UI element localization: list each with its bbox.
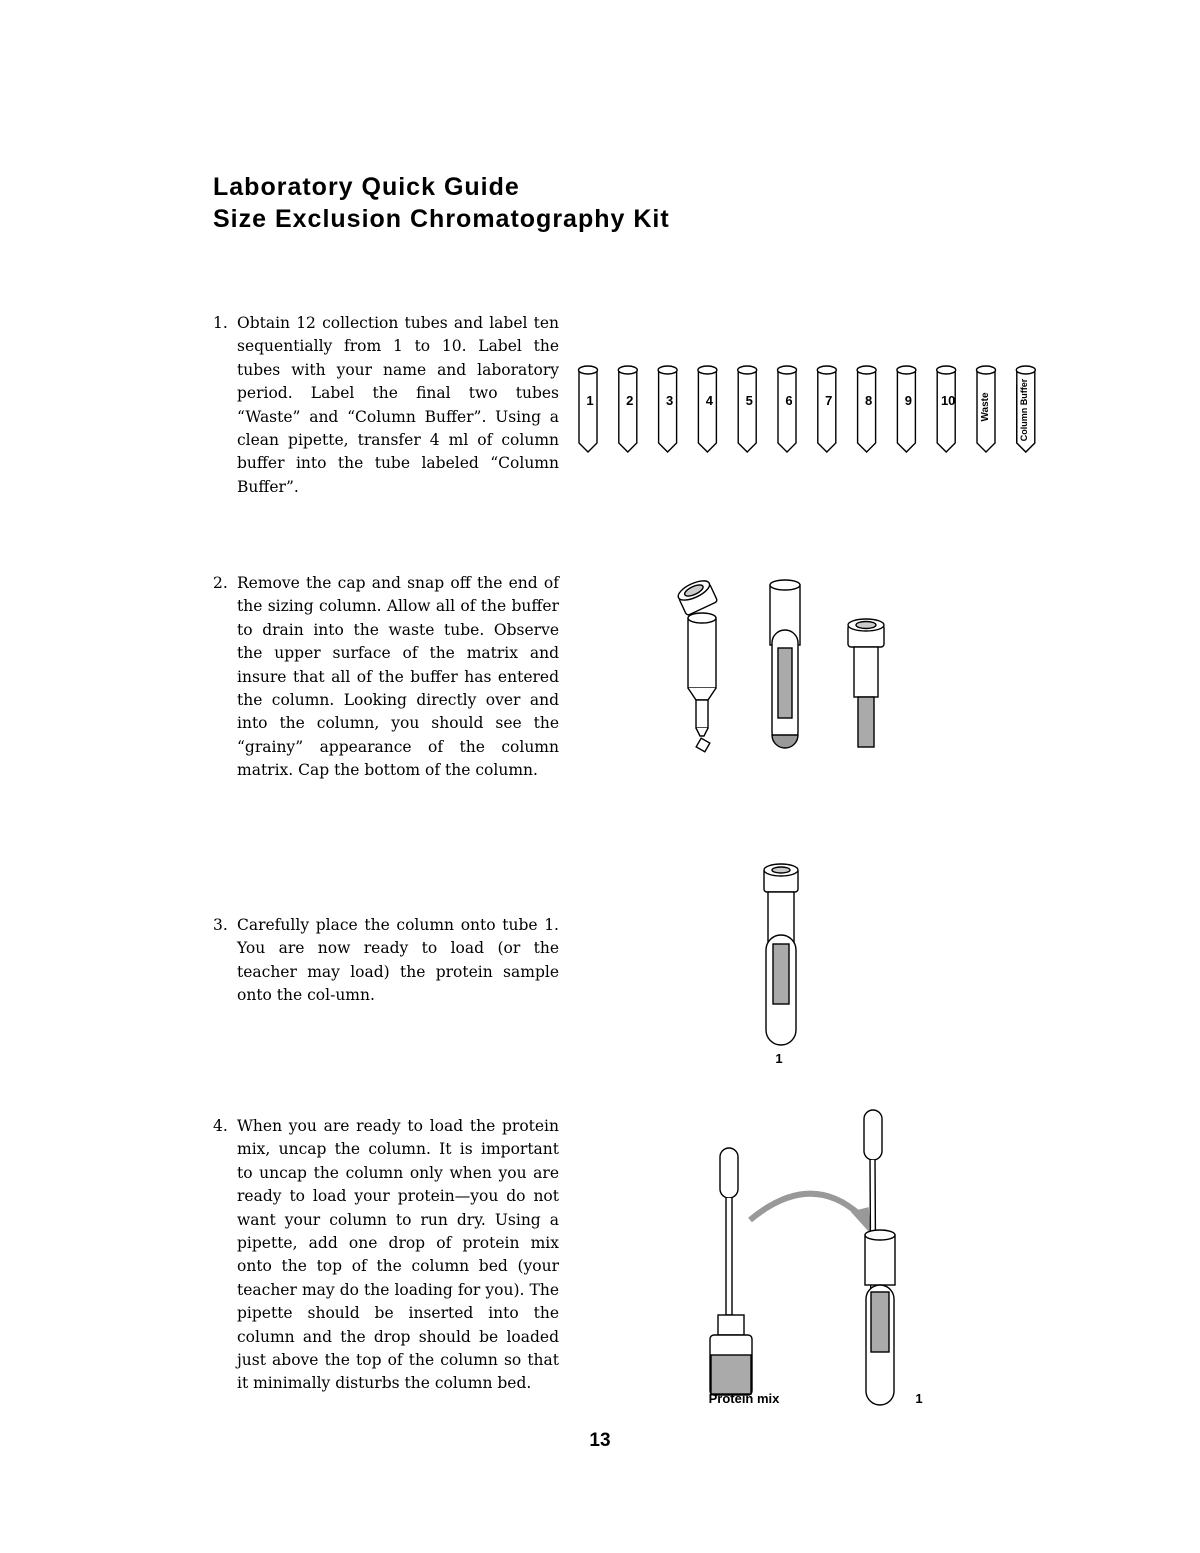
capped-column-icon — [848, 619, 884, 747]
step-text: Obtain 12 collection tubes and label ten sequentially from 1 to 10. Label the tubes with your name and laboratory period. Label the final two tubes “Waste” and “Column Buffer”. Using a clean pipette, transfer 4 ml of column buffer into the tube labeled “Column Buffer”. — [237, 314, 559, 496]
curved-arrow-icon — [750, 1194, 860, 1220]
tube-label: 6 — [785, 393, 793, 408]
tube-label: 4 — [705, 393, 714, 408]
figure-column-preparation — [660, 570, 900, 770]
page-title-line1: Laboratory Quick Guide — [213, 173, 520, 201]
figure-loading-protein — [690, 1100, 940, 1410]
step-2 — [213, 572, 559, 783]
page-number: 13 — [589, 1430, 611, 1451]
pipette-in-column-icon — [864, 1110, 895, 1405]
tube-label: 5 — [745, 393, 753, 408]
collection-tube-icon — [579, 366, 598, 452]
collection-tube-icon — [897, 366, 916, 452]
tube-label: 1 — [915, 1391, 923, 1406]
collection-tube-icon — [618, 366, 637, 452]
step-number: 3. — [213, 916, 228, 934]
figure-collection-tubes — [570, 355, 1050, 465]
sizing-column-icon — [688, 613, 716, 752]
step-text: Carefully place the column onto tube 1. You are now ready to load (or the teacher may load) the protein sample onto the col-umn. — [237, 916, 559, 1005]
tube-label: 9 — [904, 393, 913, 408]
step-1 — [213, 312, 559, 499]
tube-label: 8 — [864, 393, 873, 408]
step-number: 2. — [213, 574, 228, 592]
tube-label-waste: Waste — [980, 392, 991, 422]
column-cap-icon — [676, 577, 718, 616]
step-4 — [213, 1115, 559, 1396]
figure-column-on-tube — [740, 860, 820, 1070]
collection-tube-icon — [738, 366, 757, 452]
step-text: Remove the cap and snap off the end of the sizing column. Allow all of the buffer to drain into the waste tube. Observe the upper surface of the matrix and insure that all of the buffer has entered the column. Looking directly over and into the column, you should see the “grainy” appearance of the column matrix. Cap the bottom of the column. — [237, 574, 559, 780]
step-number: 4. — [213, 1117, 228, 1135]
tube-label: 7 — [825, 393, 833, 408]
collection-tube-icon — [857, 366, 876, 452]
protein-mix-vial-icon — [710, 1315, 752, 1395]
column-in-waste-tube-icon — [770, 580, 800, 748]
tube-label: 3 — [665, 393, 674, 408]
protein-mix-label: Protein mix — [708, 1391, 780, 1406]
tube-label: 10 — [940, 393, 956, 408]
step-text: When you are ready to load the protein mix, uncap the column. It is important to uncap the column only when you are ready to load your protein—you do not want your column to run dry. Using a pipette, add one drop of protein mix onto the top of the column bed (your teacher may do the loading for you). The pipette should be inserted into the column and the drop should be loaded just above the top of the column so that it minimally disturbs the column bed. — [237, 1117, 559, 1393]
collection-tube-icon — [658, 366, 677, 452]
step-3 — [213, 914, 559, 1008]
page-title-line2: Size Exclusion Chromatography Kit — [213, 205, 670, 233]
step-number: 1. — [213, 314, 228, 332]
collection-tube-icon — [937, 366, 956, 452]
tube-label: 2 — [626, 393, 634, 408]
collection-tube-icon — [817, 366, 836, 452]
tube-label: 1 — [586, 393, 594, 408]
pipette-icon — [720, 1148, 738, 1315]
tube-label: 1 — [775, 1051, 783, 1066]
tube-label-column-buffer: Column Buffer — [1019, 378, 1029, 442]
collection-tube-icon — [698, 366, 717, 452]
collection-tube-icon — [778, 366, 797, 452]
